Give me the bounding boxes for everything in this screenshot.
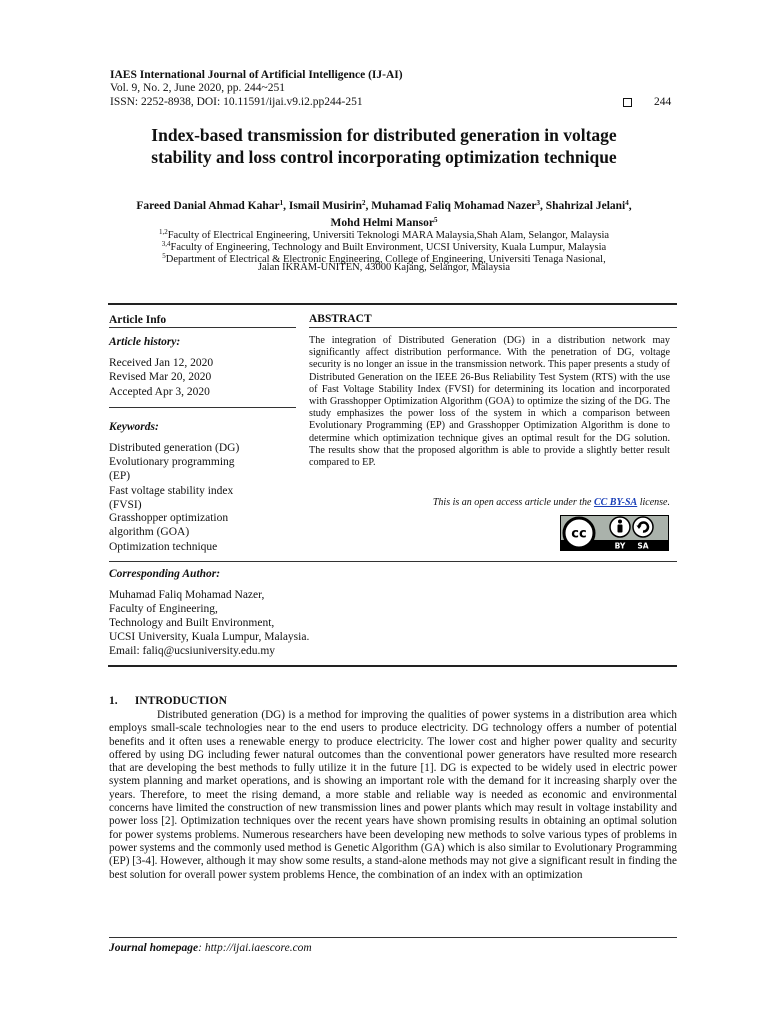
keyword-4: Grasshopper optimization bbox=[109, 512, 229, 524]
keyword-5: Optimization technique bbox=[109, 541, 218, 553]
keyword-1: Distributed generation (DG) bbox=[109, 442, 240, 454]
affiliation-2-sup: 3,4 bbox=[161, 240, 171, 248]
cc-icon-text: cc bbox=[571, 526, 587, 542]
affiliation-3-address: Jalan IKRAM-UNITEN, 43000 Kajang, Selangor, Malaysia bbox=[257, 262, 511, 273]
section-heading-introduction: 1. INTRODUCTION bbox=[109, 695, 227, 707]
sa-label: SA bbox=[637, 541, 649, 551]
page-number: 244 bbox=[654, 96, 672, 108]
license-note bbox=[309, 497, 670, 508]
corresponding-email[interactable]: Email: faliq@ucsiuniversity.edu.my bbox=[109, 645, 276, 657]
corresponding-name: Muhamad Faliq Mohamad Nazer, bbox=[109, 589, 265, 601]
author-5: Mohd Helmi Mansor bbox=[330, 217, 434, 229]
author-4-sup: 4 bbox=[625, 199, 629, 207]
abstract-text: The integration of Distributed Generation (DG) in a distribution network may significantly affect distribution performance. With the penetration of DG, voltage security is no longer an issue in the transmission network. This paper presents a study of Distributed Generation on the IEEE 26-Bus Reliability Test System (RTS) with the use of Fast Voltage Stability Index (FVSI) for determining its location and incorporated with Grasshopper Optimization Algorithm (GOA) to optimize the sizing of the DG. The study emphasizes the power loss of the system in which a comparison between Evolutionary Programming (EP) and Grasshopper Optimization Algorithm is done to determine which optimization technique gives an optimal result for the DG solution. The results show that the proposed algorithm is able to provide a slightly better result compared to EP. bbox=[309, 335, 670, 469]
author-3: Muhamad Faliq Mohamad Nazer bbox=[371, 200, 537, 212]
title-line-2: stability and loss control incorporating optimization technique bbox=[151, 147, 617, 167]
bottom-rule bbox=[108, 665, 677, 667]
keyword-3-cont: (FVSI) bbox=[109, 499, 142, 511]
footer-url[interactable]: : http://ijai.iaescore.com bbox=[198, 942, 312, 954]
cc-by-sa-badge[interactable] bbox=[560, 515, 669, 551]
cc-by-sa-link[interactable]: CC BY-SA bbox=[593, 497, 638, 508]
journal-homepage[interactable] bbox=[109, 942, 312, 954]
article-info-heading: Article Info bbox=[109, 314, 167, 326]
journal-name: IAES International Journal of Artificial Intelligence (IJ-AI) bbox=[110, 69, 403, 81]
author-1-sup: 1 bbox=[279, 199, 284, 207]
title-line-1: Index-based transmission for distributed generation in voltage bbox=[151, 125, 617, 145]
author-4: Shahrizal Jelani bbox=[545, 200, 626, 212]
affiliation-1-sup: 1,2 bbox=[158, 228, 168, 236]
author-3-sup: 3 bbox=[536, 199, 540, 207]
corresponding-author-label: Corresponding Author: bbox=[109, 568, 221, 580]
affiliation-3-sup: 5 bbox=[162, 252, 166, 260]
author-5-sup: 5 bbox=[434, 216, 438, 224]
author-2-sup: 2 bbox=[362, 199, 366, 207]
abstract-heading: ABSTRACT bbox=[309, 313, 372, 325]
footer-label: Journal homepage bbox=[109, 942, 199, 954]
paper-title bbox=[96, 124, 672, 168]
keywords-label: Keywords: bbox=[109, 421, 159, 433]
article-info-rule bbox=[109, 327, 296, 328]
introduction-body: Distributed generation (DG) is a method for improving the qualities of power systems in a distribution area which employs small-scale technologies near to the end users to produce electricity. DG technology offers a number of potential benefits and it often uses a renewable energy to produce electricity. The lower cost and higher power quality and security offered by using DG including fewer natural outcomes than the conventional power generators have resulted more research that are developing the best methods to fully utilize it in the future [1]. DG is expected to be widely used in electric power system planning and market operations, and is showing an important role with the demand for it increasing sharply over the years. Therefore, to meet the rising demand, a more stable and reliable way is needed as economic and environmental concerns have limited the construction of new transmission lines and power plants which may result in voltage instability and power loss [2]. Optimization techniques over the recent years have shown promising results in obtaining an optimal solution for power systems problems. Numerous researchers have been developing new methods to solve various types of problems in power systems and the commonly used method is Genetic Algorithm (GA) which is also similar to Evolutionary Programming (EP) [3-4]. However, although it may show some results, a stand-alone methods may not give a significant result in finding the best solution for overall power system problems Hence, the combination of an index with an optimization bbox=[109, 709, 677, 881]
keyword-2: Evolutionary programming bbox=[109, 456, 235, 468]
affiliation-3-text: Department of Electrical & Electronic Engineering, College of Engineering, Universiti Tenaga Nasional, bbox=[165, 254, 606, 265]
corresponding-faculty: Faculty of Engineering, bbox=[109, 603, 218, 615]
license-prefix: This is an open access article under the bbox=[432, 497, 594, 508]
license-suffix: license. bbox=[637, 497, 670, 508]
revised-date: Revised Mar 20, 2020 bbox=[109, 371, 212, 383]
author-1: Fareed Danial Ahmad Kahar bbox=[136, 200, 280, 212]
footer-rule bbox=[109, 937, 677, 938]
corresponding-dept: Technology and Built Environment, bbox=[109, 617, 275, 629]
keyword-2-cont: (EP) bbox=[109, 470, 131, 482]
corresponding-rule bbox=[109, 561, 677, 562]
keyword-4-cont: algorithm (GOA) bbox=[109, 526, 190, 538]
top-rule bbox=[108, 303, 677, 305]
author-2: Ismail Musirin bbox=[288, 200, 363, 212]
article-history-label: Article history: bbox=[109, 336, 181, 348]
keyword-3: Fast voltage stability index bbox=[109, 485, 234, 497]
author-list: Fareed Danial Ahmad Kahar$^1$, Ismail Musirin$^2$, Muhamad Faliq Mohamad Nazer$^3$, Shahrizal Jelani$^4$, Mohd Helmi Mansor$^5$ bbox=[136, 199, 632, 229]
by-label: BY bbox=[614, 541, 626, 551]
share-alike-icon bbox=[633, 517, 653, 537]
affiliation-1-text: Faculty of Electrical Engineering, Universiti Teknologi MARA Malaysia,Shah Alam, Selangor, Malaysia bbox=[167, 230, 610, 241]
history-rule bbox=[109, 407, 296, 408]
abstract-rule bbox=[309, 327, 677, 328]
accepted-date: Accepted Apr 3, 2020 bbox=[109, 386, 210, 398]
affiliation-2-text: Faculty of Engineering, Technology and Built Environment, UCSI University, Kuala Lumpur, Malaysia bbox=[170, 242, 607, 253]
received-date: Received Jan 12, 2020 bbox=[109, 357, 214, 369]
volume-info: Vol. 9, No. 2, June 2020, pp. 244~251 bbox=[110, 82, 285, 94]
square-bullet-icon bbox=[623, 98, 632, 107]
issn-doi: ISSN: 2252-8938, DOI: 10.11591/ijai.v9.i2.pp244-251 bbox=[110, 96, 363, 108]
corresponding-university: UCSI University, Kuala Lumpur, Malaysia. bbox=[109, 631, 310, 643]
